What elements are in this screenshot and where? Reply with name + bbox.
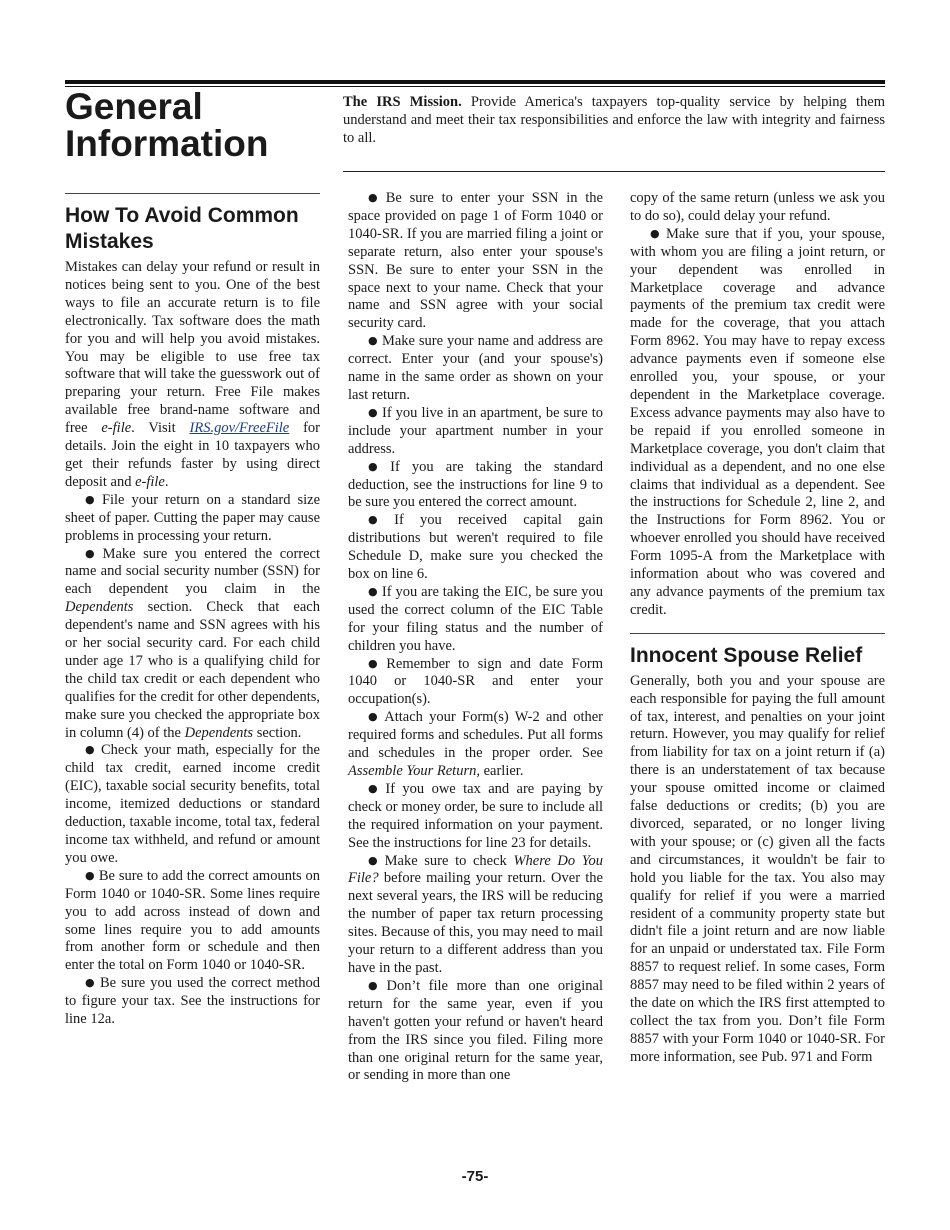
list-item-text: Remember to sign and date Form 1040 or 1040-SR and enter your occupation(s).: [348, 655, 603, 708]
innocent-spouse-body: Generally, both you and your spouse are each responsible for paying the full amount of tax, interest, and penalties on your joint return. However, you may qualify for relief from liability for tax on a joint return if (a) there is an understatement of tax because your spouse omitted income or claimed false deductions or credits; (b) you are divorced, separated, or no longer living with your spouse; or (c) given all the facts and circumstances, it wouldn't be fair to hold you liable for the tax. You also may qualify for relief if you were a married resident of a community property state but didn't file a joint return and are now liable for an unpaid or understated tax. File Form 8857 to request relief. In some cases, Form 8857 may need to be filed within 2 years of the date on which the IRS first attempted to collect the tax from you. Don’t file Form 8857 with your Form 1040 or 1040-SR. For more information, see Pub. 971 and Form: [630, 672, 885, 1065]
column-2: [348, 190, 603, 1085]
list-item-text: Check your math, especially for the child tax credit, earned income credit (EIC), taxable social security benefits, total income, itemized deductions or standard deduction, taxable income, total tax, federal income tax withheld, and refund or amount you owe.: [65, 742, 320, 866]
page-title-line1: General: [65, 86, 203, 127]
list-item: [348, 405, 603, 459]
list-item: [348, 781, 603, 853]
dependents-term: Dependents: [65, 599, 134, 616]
list-item: [65, 546, 320, 743]
intro-text-a: Mistakes can delay your refund or result in notices being sent to you. One of the best ways to file an accurate return is to file electronically. Tax software does the math for you and will help you avoid mistakes. You may be eligible to use free tax software that will take the guesswork out of preparing your return. Free File makes available free brand-name software and free: [65, 259, 320, 437]
continued-paragraph: copy of the same return (unless we ask you to do so), could delay your refund.: [630, 190, 885, 224]
list-item-text: Don’t file more than one original return for the same year, even if you haven't gotten your refund or haven't heard from the IRS since you filed. Filing more than one original return for the same year, or sending in more than one: [348, 977, 603, 1084]
mission-lead: The IRS Mission.: [343, 94, 462, 110]
list-item-text: If you are taking the EIC, be sure you used the correct column of the EIC Table for your filing status and the number of children you have.: [348, 583, 603, 654]
section-rule: [65, 193, 320, 194]
common-mistakes-intro: [65, 259, 320, 492]
list-item: [65, 742, 320, 867]
bullet-icon: ●: [368, 781, 382, 795]
bullet-icon: ●: [85, 868, 95, 882]
list-item-text: If you live in an apartment, be sure to include your apartment number in your address.: [348, 404, 603, 457]
bullet-icon: ●: [368, 656, 383, 670]
list-item: [65, 975, 320, 1029]
list-item: [348, 853, 603, 978]
intro-efile-term: e-file: [101, 420, 132, 437]
list-item-text: File your return on a standard size sheet of paper. Cutting the paper may cause problems in processing your return.: [65, 491, 321, 544]
list-item-text: section.: [253, 724, 302, 741]
list-item: [630, 226, 885, 620]
list-item-text: section. Check that each dependent's name and SSN agrees with his or her social security card. For each child under age 17 who is a qualifying child for the child tax credit or each dependent who qualifies for the credit for other dependents, make sure you checked the appropriate box in column (4) of the: [65, 599, 320, 741]
list-item-text: Attach your Form(s) W-2 and other required forms and schedules. Put all forms and schedules in the proper order. See: [348, 709, 603, 762]
list-item-text: Be sure to enter your SSN in the space provided on page 1 of Form 1040 or 1040-SR. If you are married filing a joint or separate return, also enter your spouse's SSN. Be sure to enter your SSN in the space next to your name. Check that your name and SSN agree with your social security card.: [348, 190, 603, 332]
header-rule-thick: [65, 80, 885, 84]
bullet-icon: ●: [85, 546, 99, 560]
list-item-text: before mailing your return. Over the next several years, the IRS will be reducing the number of paper tax return processing sites. Because of this, you may need to mail your return to a different address than you have in the past.: [348, 870, 603, 976]
column-3: [630, 190, 885, 1067]
list-item-text: Make sure that if you, your spouse, with whom you are filing a joint return, or your dependent was enrolled in Marketplace coverage and advance payments of the premium tax credit were made for the coverage, that you attach Form 8962. You may have to repay excess advance payments even if someone else enrolled you, your spouse, or your dependent in the Marketplace coverage. Excess advance payments may also have to be repaid if you enrolled someone in Marketplace coverage, you don't claim that individual as a dependent, and no one else claims that individual as a dependent. See the instructions for Schedule 2, line 2, and the Instructions for Form 8962. You or whoever enrolled you should have received Form 1095-A from the Marketplace with information about who was covered and any advance payments of the premium tax credit.: [630, 225, 885, 618]
list-item: [348, 584, 603, 656]
intro-efile-term-2: e-file: [135, 473, 165, 490]
bullet-icon: ●: [85, 743, 98, 757]
section-heading-innocent-spouse: Innocent Spouse Relief: [630, 643, 863, 667]
page-title: [65, 88, 325, 162]
bullet-icon: ●: [368, 459, 387, 473]
bullet-icon: ●: [368, 405, 378, 419]
page-number: -75-: [461, 1168, 489, 1185]
list-item-text: If you are taking the standard deduction, see the instructions for line 9 to be sure you entered the correct amount.: [348, 458, 604, 511]
bullet-icon: ●: [368, 513, 391, 527]
intro-text-b: . Visit: [131, 420, 190, 437]
bullet-icon: ●: [368, 191, 382, 204]
bullet-icon: ●: [85, 976, 96, 990]
list-item-text: Be sure you used the correct method to figure your tax. See the instructions for line 12a.: [65, 975, 320, 1028]
mission-text: Provide America's taxpayers top-quality service by helping them understand and meet their tax responsibilities and enforce the law with integrity and fairness to all.: [343, 94, 885, 146]
list-item: [348, 512, 603, 584]
bullet-icon: ●: [650, 226, 662, 240]
list-item: [348, 978, 603, 1085]
list-item-text: Make sure to check: [384, 852, 514, 869]
list-item: [348, 709, 603, 781]
list-item: [348, 656, 603, 710]
list-item: [348, 190, 603, 333]
section-rule: [630, 633, 885, 634]
column-1: [65, 190, 320, 1029]
bullet-icon: ●: [368, 334, 378, 348]
where-file-ref: Where Do You File?: [348, 852, 603, 887]
irs-mission-statement: [343, 93, 885, 147]
bullet-icon: ●: [368, 853, 381, 867]
bullet-icon: ●: [368, 710, 381, 724]
list-item: [65, 868, 320, 975]
intro-text-d: .: [164, 473, 169, 490]
mission-rule: [343, 171, 885, 172]
page-title-line2: Information: [65, 123, 269, 164]
list-item-text: If you received capital gain distributions but weren't required to file Schedule D, make sure you checked the box on line 6.: [348, 512, 603, 583]
assemble-return-ref: Assemble Your Return,: [348, 763, 480, 779]
list-item-text: Make sure your name and address are correct. Enter your (and your spouse's) name in the same order as shown on your last return.: [348, 333, 603, 403]
section-heading-common-mistakes: How To Avoid Common Mistakes: [65, 204, 299, 253]
bullet-icon: ●: [85, 492, 98, 506]
list-item-text: earlier.: [479, 763, 524, 779]
intro-text-c: for details. Join the eight in 10 taxpayers who get their refunds faster by using direct deposit and: [65, 420, 320, 490]
list-item-text: Be sure to add the correct amounts on Form 1040 or 1040-SR. Some lines require you to add across instead of down and some lines require you to add amounts from another form or schedule and then enter the total on Form 1040 or 1040-SR.: [65, 867, 320, 974]
bullet-icon: ●: [368, 978, 383, 992]
list-item-text: If you owe tax and are paying by check or money order, be sure to include all the required information on your payment. See the instructions for line 23 for details.: [348, 780, 603, 851]
dependents-term: Dependents: [184, 724, 254, 741]
list-item: [348, 333, 603, 405]
list-item: [65, 492, 320, 546]
list-item: [348, 459, 603, 513]
bullet-icon: ●: [368, 584, 378, 598]
list-item-text: Make sure you entered the correct name and social security number (SSN) for each dependent you claim in the: [65, 545, 320, 598]
free-file-link[interactable]: IRS.gov/FreeFile: [189, 420, 290, 437]
